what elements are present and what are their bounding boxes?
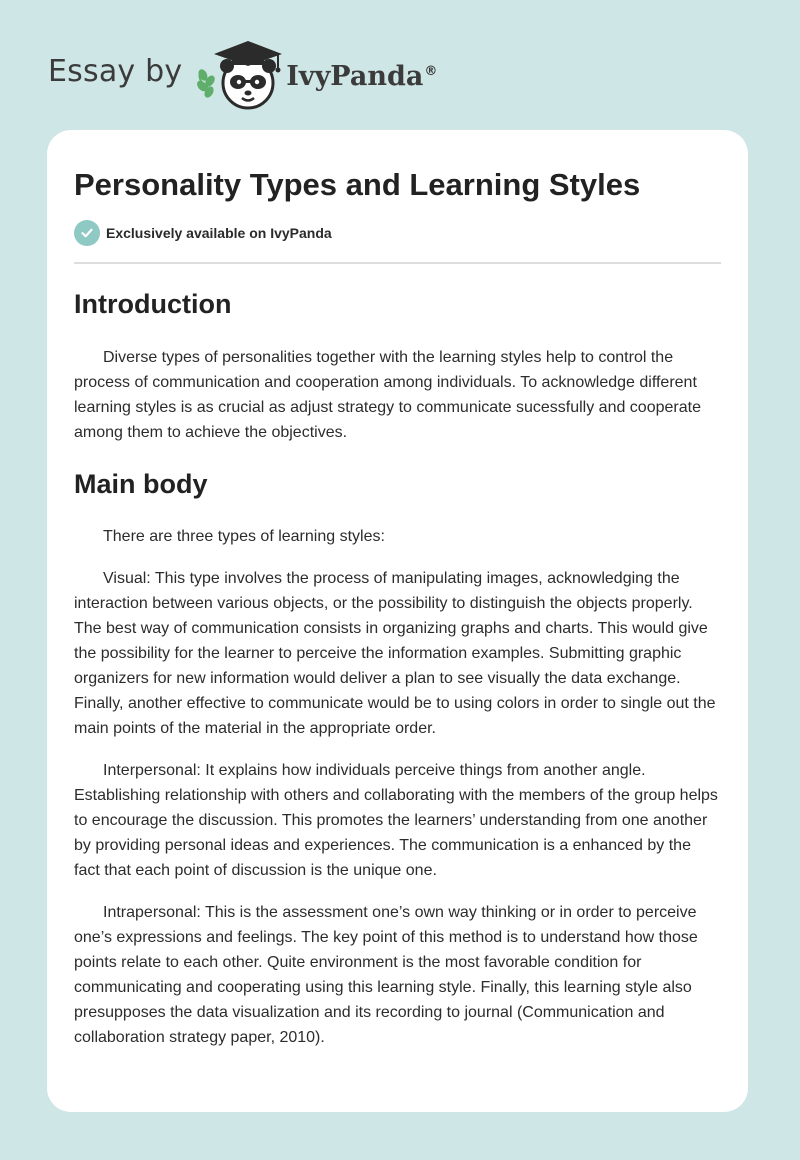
essay-title: Personality Types and Learning Styles (74, 167, 641, 202)
check-circle-icon (74, 220, 100, 246)
essay-by-label: Essay by (48, 53, 183, 89)
paragraph: Diverse types of personalities together with the learning styles help to control the process of communication and cooperation among individuals. To acknowledge different learning styles is as crucial as adjust strategy to communicate sucessfully and cooperate among them to achieve the objectives. (74, 349, 701, 441)
section-main-body (74, 467, 721, 1050)
paragraph: There are three types of learning styles: (103, 528, 385, 545)
panda-graduate-logo-icon[interactable] (194, 35, 290, 113)
exclusive-label: Exclusively available on IvyPanda (106, 225, 332, 241)
essay-card (47, 130, 748, 1112)
section-heading-main-body: Main body (74, 469, 208, 499)
brand-name[interactable]: IvyPanda® (286, 60, 438, 92)
site-header (48, 34, 437, 114)
title-divider (74, 262, 721, 264)
paragraph: Interpersonal: It explains how individuals perceive things from another angle. Establishing relationship with others and collaborating with the members of the group helps to encourage the discussion. This promotes the learners’ understanding from one another by providing personal ideas and experiences. The communication is a enhanced by the fact that each point of discussion is the unique one. (74, 762, 718, 879)
paragraph: Intrapersonal: This is the assessment one’s own way thinking or in order to perceive one’s expressions and feelings. The key point of this method is to understand how those points relate to each other. Quite environment is the most favorable condition for communicating and cooperating using this learning style. Finally, this learning style also presupposes the data visualization and its recording to journal (Communication and collaboration strategy paper, 2010). (74, 904, 698, 1046)
exclusive-badge (74, 220, 721, 246)
registered-mark: ® (424, 63, 438, 79)
paragraph: Visual: This type involves the process of manipulating images, acknowledging the interaction between various objects, or the possibility to distinguish the objects properly. The best way of communication consists in organizing graphs and charts. This would give the possibility for the learner to perceive the information examples. Submitting graphic organizers for new information would deliver a plan to see visually the data exchange. Finally, another effective to communicate would be to using colors in order to single out the main points of the material in the appropriate order. (74, 570, 716, 737)
section-introduction (74, 287, 721, 445)
section-heading-introduction: Introduction (74, 289, 232, 319)
